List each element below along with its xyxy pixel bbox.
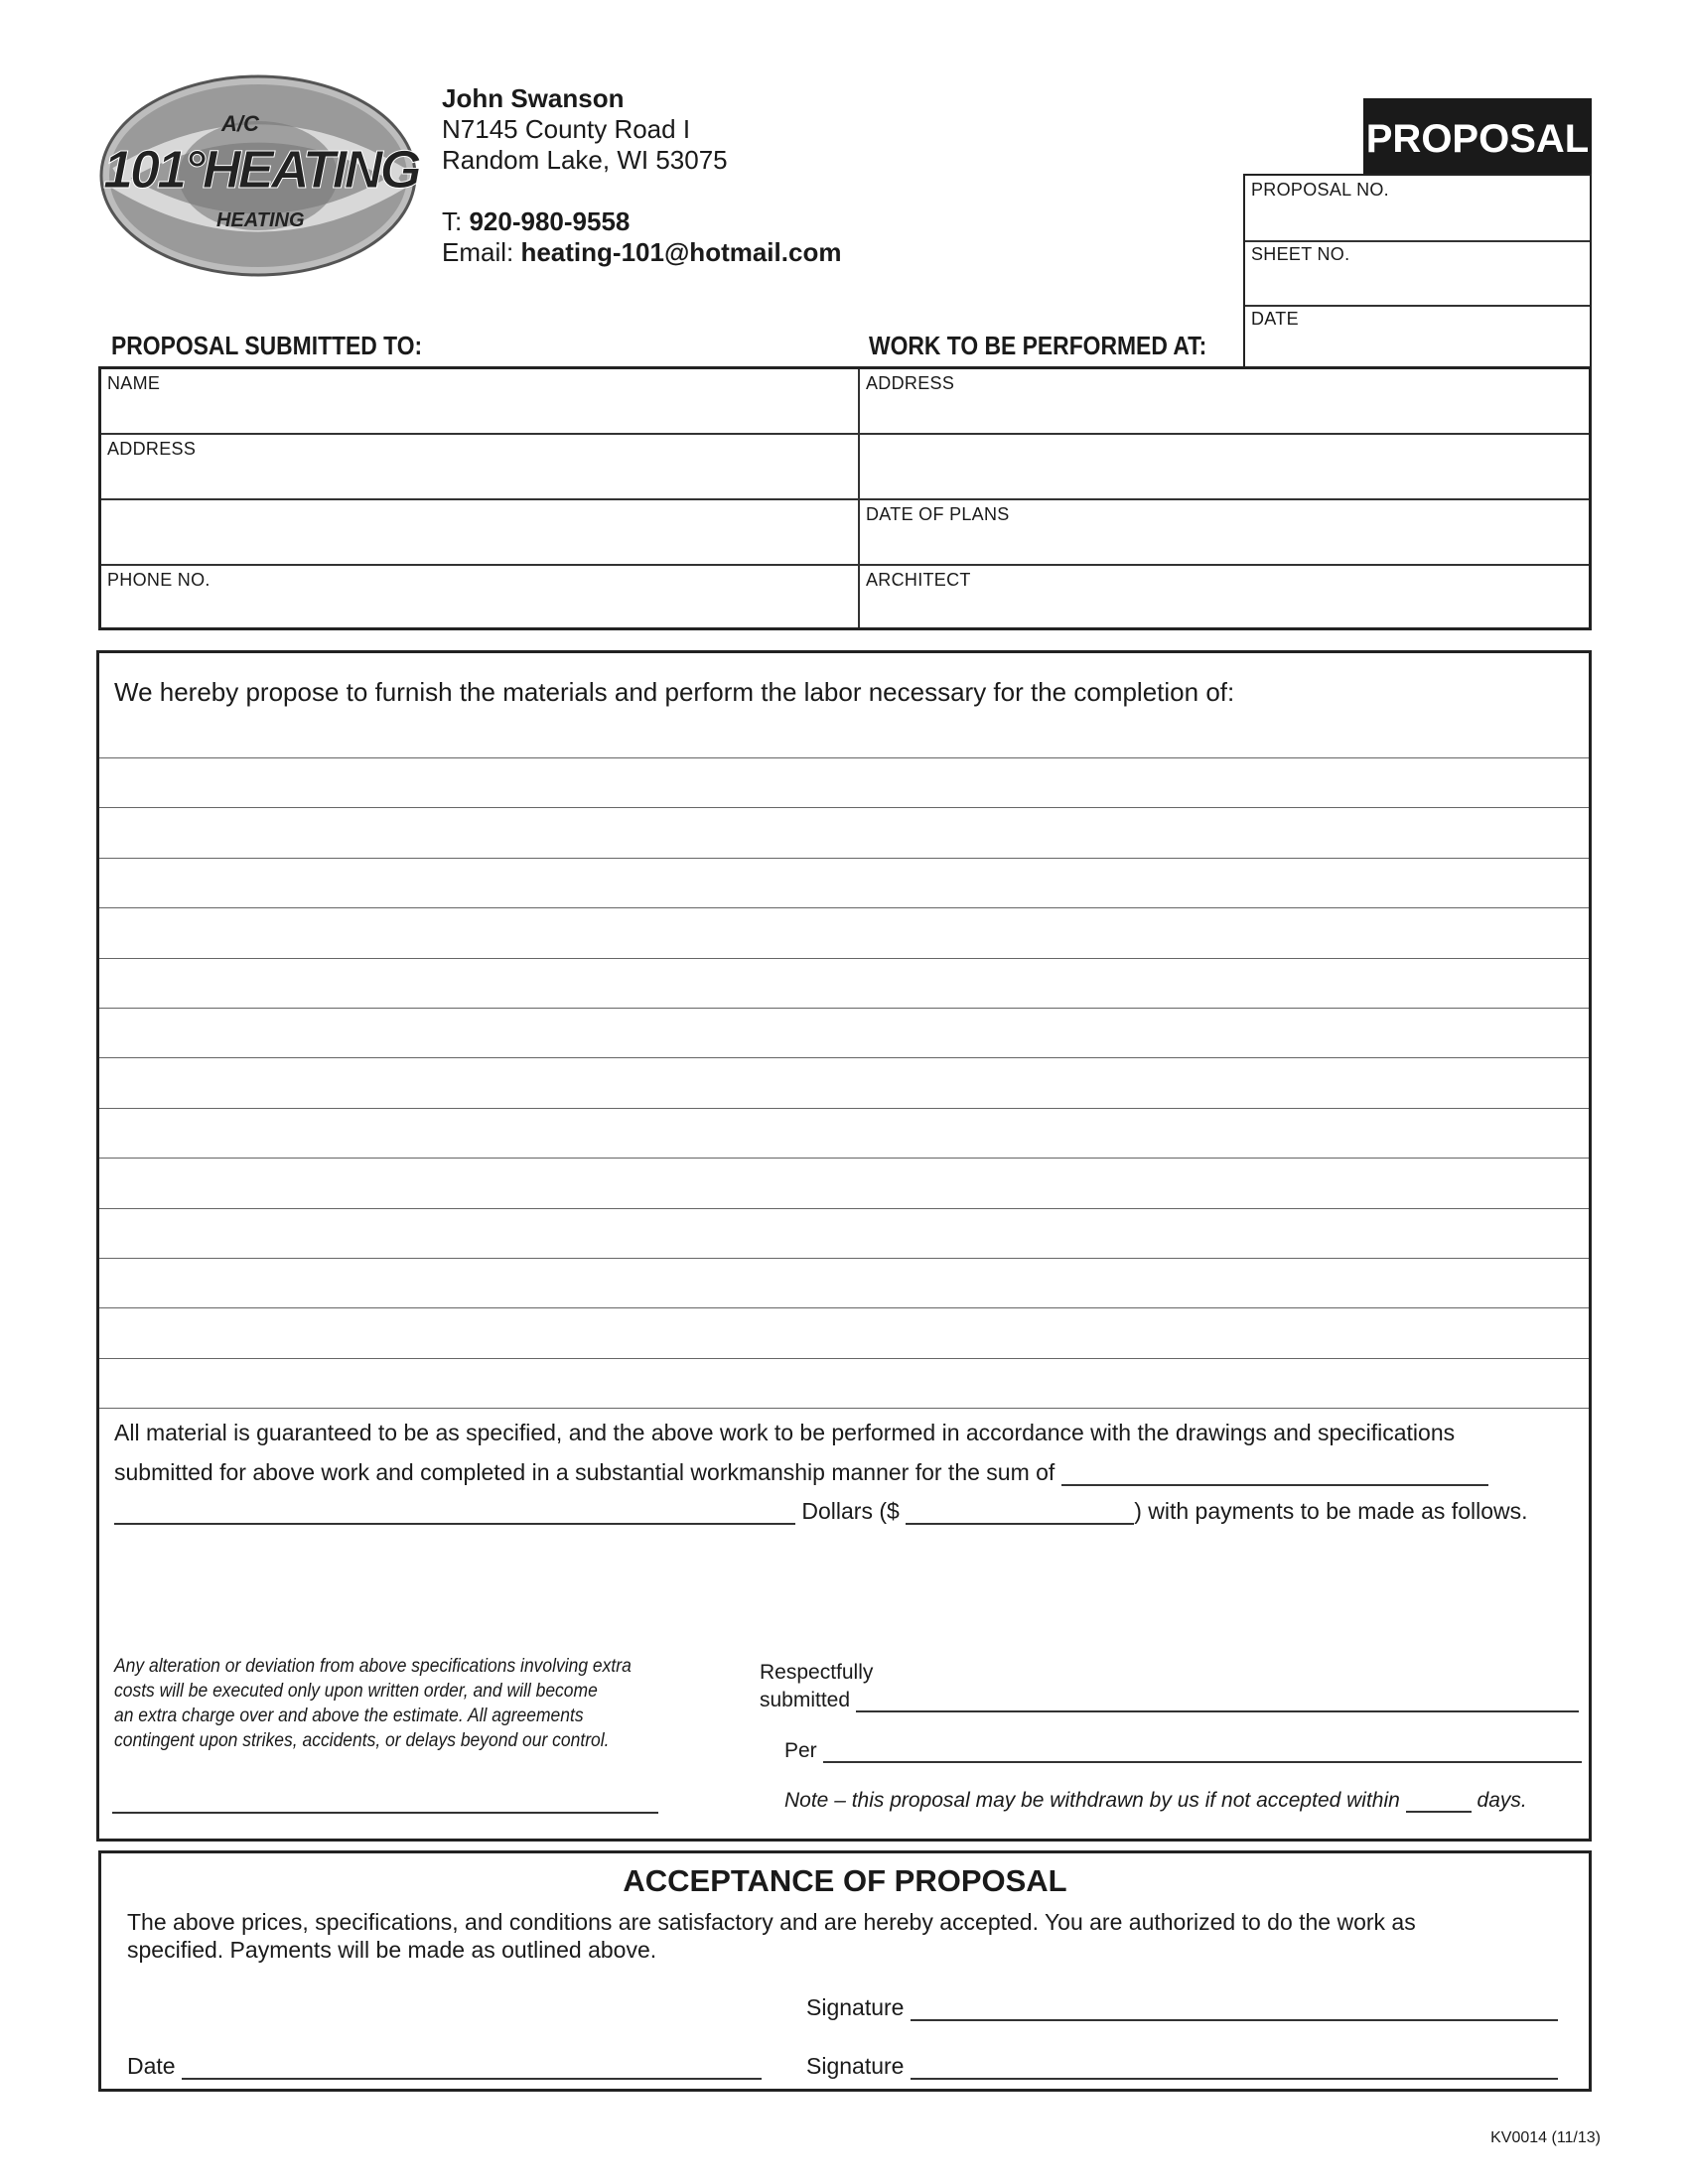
description-line[interactable] [99,907,1589,908]
propose-text: We hereby propose to furnish the materials and perform the labor necessary for the completion of: [114,677,1235,707]
form-code: KV0014 (11/13) [1490,2129,1601,2146]
company-email: heating-101@hotmail.com [520,237,842,267]
acceptance-date-label: Date [127,2053,176,2079]
work-address-field[interactable] [860,369,1589,498]
submitted-to-heading: PROPOSAL SUBMITTED TO: [111,331,423,360]
proposal-no-field[interactable] [1245,176,1590,242]
company-address-1: N7145 County Road I [442,114,691,144]
description-line[interactable] [99,1108,1589,1109]
note-row [784,1789,1527,1813]
description-line[interactable] [99,1358,1589,1359]
work-description-lines[interactable] [99,757,1589,1661]
respectfully-label: Respectfully [760,1661,874,1684]
date-row [127,2053,762,2080]
client-name-label: NAME [107,373,161,393]
acceptance-text [127,1908,1416,1964]
sum-words-input[interactable] [1061,1462,1488,1486]
description-line[interactable] [99,1408,1589,1409]
company-name: John Swanson [442,83,625,113]
description-line[interactable] [99,1158,1589,1159]
disclaimer-signature-line[interactable] [112,1812,658,1814]
signature-label-2: Signature [806,2053,905,2079]
client-name-field[interactable] [101,369,858,433]
proposal-meta-box [1243,174,1592,369]
signature-input-1[interactable] [911,1997,1558,2021]
date-label: DATE [1251,309,1299,329]
disclaimer-line-1: Any alteration or deviation from above specifications involving extra [114,1656,632,1677]
logo-bottom-text: HEATING [216,209,305,231]
description-line[interactable] [99,1258,1589,1259]
client-phone-label: PHONE NO. [107,570,211,590]
email-prefix: Email: [442,237,521,267]
proposal-body-box [96,650,1592,1842]
description-line[interactable] [99,1057,1589,1058]
work-address-label: ADDRESS [866,373,955,393]
sheet-no-field[interactable] [1245,240,1590,307]
date-of-plans-label: DATE OF PLANS [866,504,1010,524]
description-line[interactable] [99,807,1589,808]
submitted-label: submitted [760,1689,851,1711]
submitted-by-input[interactable] [856,1691,1579,1712]
days-label: days. [1477,1789,1527,1812]
work-at-heading: WORK TO BE PERFORMED AT: [869,331,1207,360]
client-address-field[interactable] [101,435,858,564]
disclaimer-text [114,1654,632,1753]
per-label: Per [784,1739,817,1762]
acceptance-line-1: The above prices, specifications, and conditions are satisfactory and are hereby accepted. You are authorized to do the work as [127,1909,1416,1935]
client-address-label: ADDRESS [107,439,197,459]
sheet-no-label: SHEET NO. [1251,244,1350,264]
client-phone-field[interactable] [101,566,858,629]
description-line[interactable] [99,958,1589,959]
company-phone: 920-980-9558 [469,206,631,236]
signature-label-1: Signature [806,1994,905,2020]
proposal-no-label: PROPOSAL NO. [1251,180,1389,200]
acceptance-date-input[interactable] [182,2056,762,2080]
guarantee-line-2-text: submitted for above work and completed in a substantial workmanship manner for the sum of [114,1459,1055,1485]
days-input[interactable] [1406,1793,1472,1813]
company-logo [97,71,420,280]
sum-words-input-2[interactable] [114,1501,795,1525]
payments-text: ) with payments to be made as follows. [1134,1498,1528,1524]
description-line[interactable] [99,858,1589,859]
sum-amount-input[interactable] [906,1501,1134,1525]
date-field[interactable] [1245,305,1590,367]
description-line[interactable] [99,1008,1589,1009]
client-info-grid [98,366,1592,630]
submitted-row [760,1689,1579,1712]
description-line[interactable] [99,1208,1589,1209]
note-text: Note – this proposal may be withdrawn by us if not accepted within [784,1789,1400,1812]
description-line[interactable] [99,757,1589,758]
acceptance-line-2: specified. Payments will be made as outlined above. [127,1937,657,1963]
disclaimer-line-2: costs will be executed only upon written order, and will become [114,1681,598,1702]
signature-row-1 [806,1994,1558,2021]
architect-field[interactable] [860,566,1589,629]
guarantee-line-2 [114,1459,1488,1486]
acceptance-title: ACCEPTANCE OF PROPOSAL [623,1863,1067,1898]
guarantee-line-3 [114,1498,1528,1525]
signature-row-2 [806,2053,1558,2080]
description-line[interactable] [99,1307,1589,1308]
dollars-label: Dollars ($ [801,1498,900,1524]
logo-top-text: A/C [221,111,259,136]
architect-label: ARCHITECT [866,570,971,590]
guarantee-line-1: All material is guaranteed to be as specified, and the above work to be performed in accordance with the drawings and specifications [114,1420,1456,1445]
signature-input-2[interactable] [911,2056,1558,2080]
company-address-2: Random Lake, WI 53075 [442,145,728,175]
disclaimer-line-3: an extra charge over and above the estimate. All agreements [114,1706,584,1726]
company-info [442,83,841,268]
per-row [784,1739,1582,1763]
disclaimer-line-4: contingent upon strikes, accidents, or delays beyond our control. [114,1730,610,1751]
logo-main-text: 101°HEATING [103,140,419,200]
date-of-plans-field[interactable] [860,500,1589,564]
phone-prefix: T: [442,206,470,236]
acceptance-box [98,1850,1592,2092]
per-input[interactable] [823,1741,1582,1763]
proposal-title: PROPOSAL [1363,98,1592,174]
